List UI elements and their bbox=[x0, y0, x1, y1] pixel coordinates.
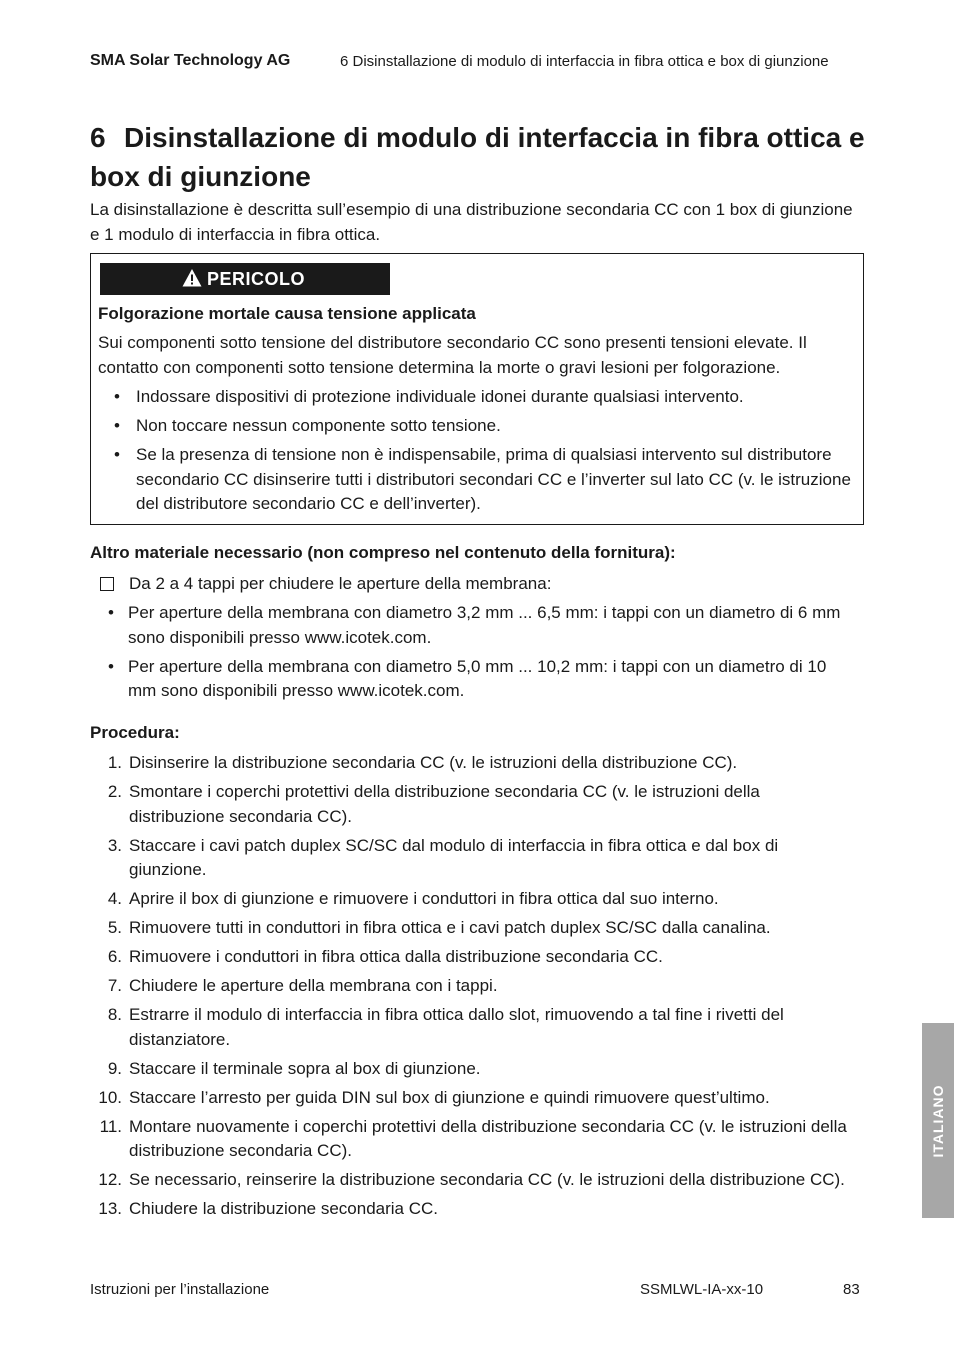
header-company: SMA Solar Technology AG bbox=[90, 52, 291, 69]
materials-heading: Altro materiale necessario (non compreso nel contenuto della fornitura): bbox=[90, 543, 676, 562]
step-text: Staccare i cavi patch duplex SC/SC dal modulo di interfaccia in fibra ottica e dal box di giunzione. bbox=[129, 835, 779, 879]
footer-page-number: 83 bbox=[843, 1281, 860, 1298]
list-item-text: Per aperture della membrana con diametro 5,0 mm ... 10,2 mm: i tappi con un diametro di 10 mm sono disponibili presso www.icotek.com. bbox=[128, 656, 827, 700]
list-item-text: Per aperture della membrana con diametro 3,2 mm ... 6,5 mm: i tappi con un diametro di 6 mm sono disponibili presso www.icotek.com. bbox=[128, 603, 841, 647]
step-number: 10. bbox=[98, 1087, 122, 1107]
list-item-text: Indossare dispositivi di protezione individuale idonei durante qualsiasi intervento. bbox=[136, 387, 744, 406]
step-number: 13. bbox=[98, 1199, 122, 1218]
footer-document-title: Istruzioni per l’installazione bbox=[90, 1281, 270, 1298]
step-number: 5. bbox=[107, 918, 122, 937]
materials-bullet-list bbox=[108, 601, 858, 708]
procedure-steps-list bbox=[90, 751, 850, 1226]
step-number: 2. bbox=[107, 782, 122, 801]
bullet-icon: • bbox=[114, 445, 120, 464]
procedure-heading: Procedura: bbox=[90, 723, 180, 742]
step-text: Rimuovere i conduttori in fibra ottica dalla distribuzione secondaria CC. bbox=[129, 947, 663, 966]
list-item-text: Se la presenza di tensione non è indispensabile, prima di qualsiasi intervento sul distributore secondario CC disinserire tutti i distributori secondari CC e l’inverter sul lato CC (v. le istruzione del distributore secondario CC e dell’inverter). bbox=[136, 445, 851, 513]
step-number: 11. bbox=[99, 1116, 122, 1136]
step-number: 3. bbox=[107, 835, 122, 855]
bullet-icon: • bbox=[114, 416, 120, 435]
step-text: Staccare il terminale sopra al box di giunzione. bbox=[129, 1058, 481, 1078]
checkbox-icon bbox=[100, 577, 114, 591]
step-number: 1. bbox=[107, 753, 122, 772]
danger-title: Folgorazione mortale causa tensione applicata bbox=[98, 304, 476, 323]
chapter-number: 6 bbox=[90, 122, 106, 153]
warning-triangle-icon bbox=[182, 268, 202, 288]
bullet-icon: • bbox=[108, 656, 114, 676]
language-tab-label: ITALIANO bbox=[930, 1083, 946, 1158]
list-item bbox=[108, 655, 858, 704]
step-number: 9. bbox=[107, 1058, 122, 1078]
list-item bbox=[108, 601, 858, 650]
step-number: 7. bbox=[107, 976, 122, 995]
step-text: Rimuovere tutti in conduttori in fibra ottica e i cavi patch duplex SC/SC dalla canalina. bbox=[129, 918, 771, 937]
checkbox-item-text: Da 2 a 4 tappi per chiudere le aperture della membrana: bbox=[129, 574, 552, 593]
list-item bbox=[114, 443, 856, 517]
step-number: 8. bbox=[107, 1005, 122, 1024]
chapter-title-text: Disinstallazione di modulo di interfaccia in fibra ottica e box di giunzione bbox=[90, 122, 865, 192]
procedure-step bbox=[90, 1003, 850, 1052]
page-title bbox=[90, 118, 880, 196]
step-text: Aprire il box di giunzione e rimuovere i conduttori in fibra ottica dal suo interno. bbox=[129, 889, 719, 908]
step-number: 6. bbox=[107, 947, 122, 966]
language-side-tab bbox=[922, 1023, 954, 1218]
footer-document-code: SSMLWL-IA-xx-10 bbox=[640, 1281, 764, 1298]
header-chapter: 6 Disinstallazione di modulo di interfaccia in fibra ottica e box di giunzione bbox=[340, 53, 829, 70]
danger-bullet-list bbox=[114, 385, 856, 521]
step-text: Se necessario, reinserire la distribuzione secondaria CC (v. le istruzioni della distribuzione CC). bbox=[129, 1170, 845, 1189]
procedure-step bbox=[90, 1168, 850, 1193]
procedure-step bbox=[90, 1086, 850, 1111]
procedure-step bbox=[90, 974, 850, 999]
procedure-step bbox=[90, 887, 850, 912]
step-number: 12. bbox=[98, 1170, 122, 1189]
step-text: Smontare i coperchi protettivi della distribuzione secondaria CC (v. le istruzioni della distribuzione secondaria CC). bbox=[129, 782, 760, 826]
procedure-step bbox=[90, 834, 850, 883]
step-number: 4. bbox=[107, 889, 122, 908]
procedure-step bbox=[90, 1197, 850, 1222]
procedure-step bbox=[90, 916, 850, 941]
step-text: Staccare l’arresto per guida DIN sul box di giunzione e quindi rimuovere quest’ultimo. bbox=[129, 1087, 770, 1107]
step-text: Disinserire la distribuzione secondaria CC (v. le istruzioni della distribuzione CC). bbox=[129, 753, 738, 772]
intro-paragraph: La disinstallazione è descritta sull’esempio di una distribuzione secondaria CC con 1 box di giunzione e 1 modulo di interfaccia in fibra ottica. bbox=[90, 200, 853, 244]
procedure-step bbox=[90, 1057, 850, 1082]
bullet-icon: • bbox=[114, 387, 120, 406]
procedure-step bbox=[90, 780, 850, 829]
procedure-step bbox=[90, 945, 850, 970]
list-item-text: Non toccare nessun componente sotto tensione. bbox=[136, 416, 501, 435]
danger-label-bar bbox=[100, 263, 390, 295]
step-text: Estrarre il modulo di interfaccia in fibra ottica dallo slot, rimuovendo a tal fine i rivetti del distanziatore. bbox=[129, 1005, 784, 1049]
danger-label: PERICOLO bbox=[207, 269, 306, 289]
list-item bbox=[114, 414, 856, 439]
list-item bbox=[114, 385, 856, 410]
procedure-step bbox=[90, 1115, 850, 1164]
procedure-step bbox=[90, 751, 850, 776]
bullet-icon: • bbox=[108, 603, 114, 622]
danger-description: Sui componenti sotto tensione del distributore secondario CC sono presenti tensioni elevate. Il contatto con componenti sotto tensione determina la morte o gravi lesioni per folgorazione. bbox=[98, 333, 807, 377]
step-text: Chiudere le aperture della membrana con i tappi. bbox=[129, 976, 498, 995]
step-text: Chiudere la distribuzione secondaria CC. bbox=[129, 1199, 438, 1218]
step-text: Montare nuovamente i coperchi protettivi della distribuzione secondaria CC (v. le istruzioni della distribuzione secondaria CC). bbox=[129, 1116, 847, 1160]
